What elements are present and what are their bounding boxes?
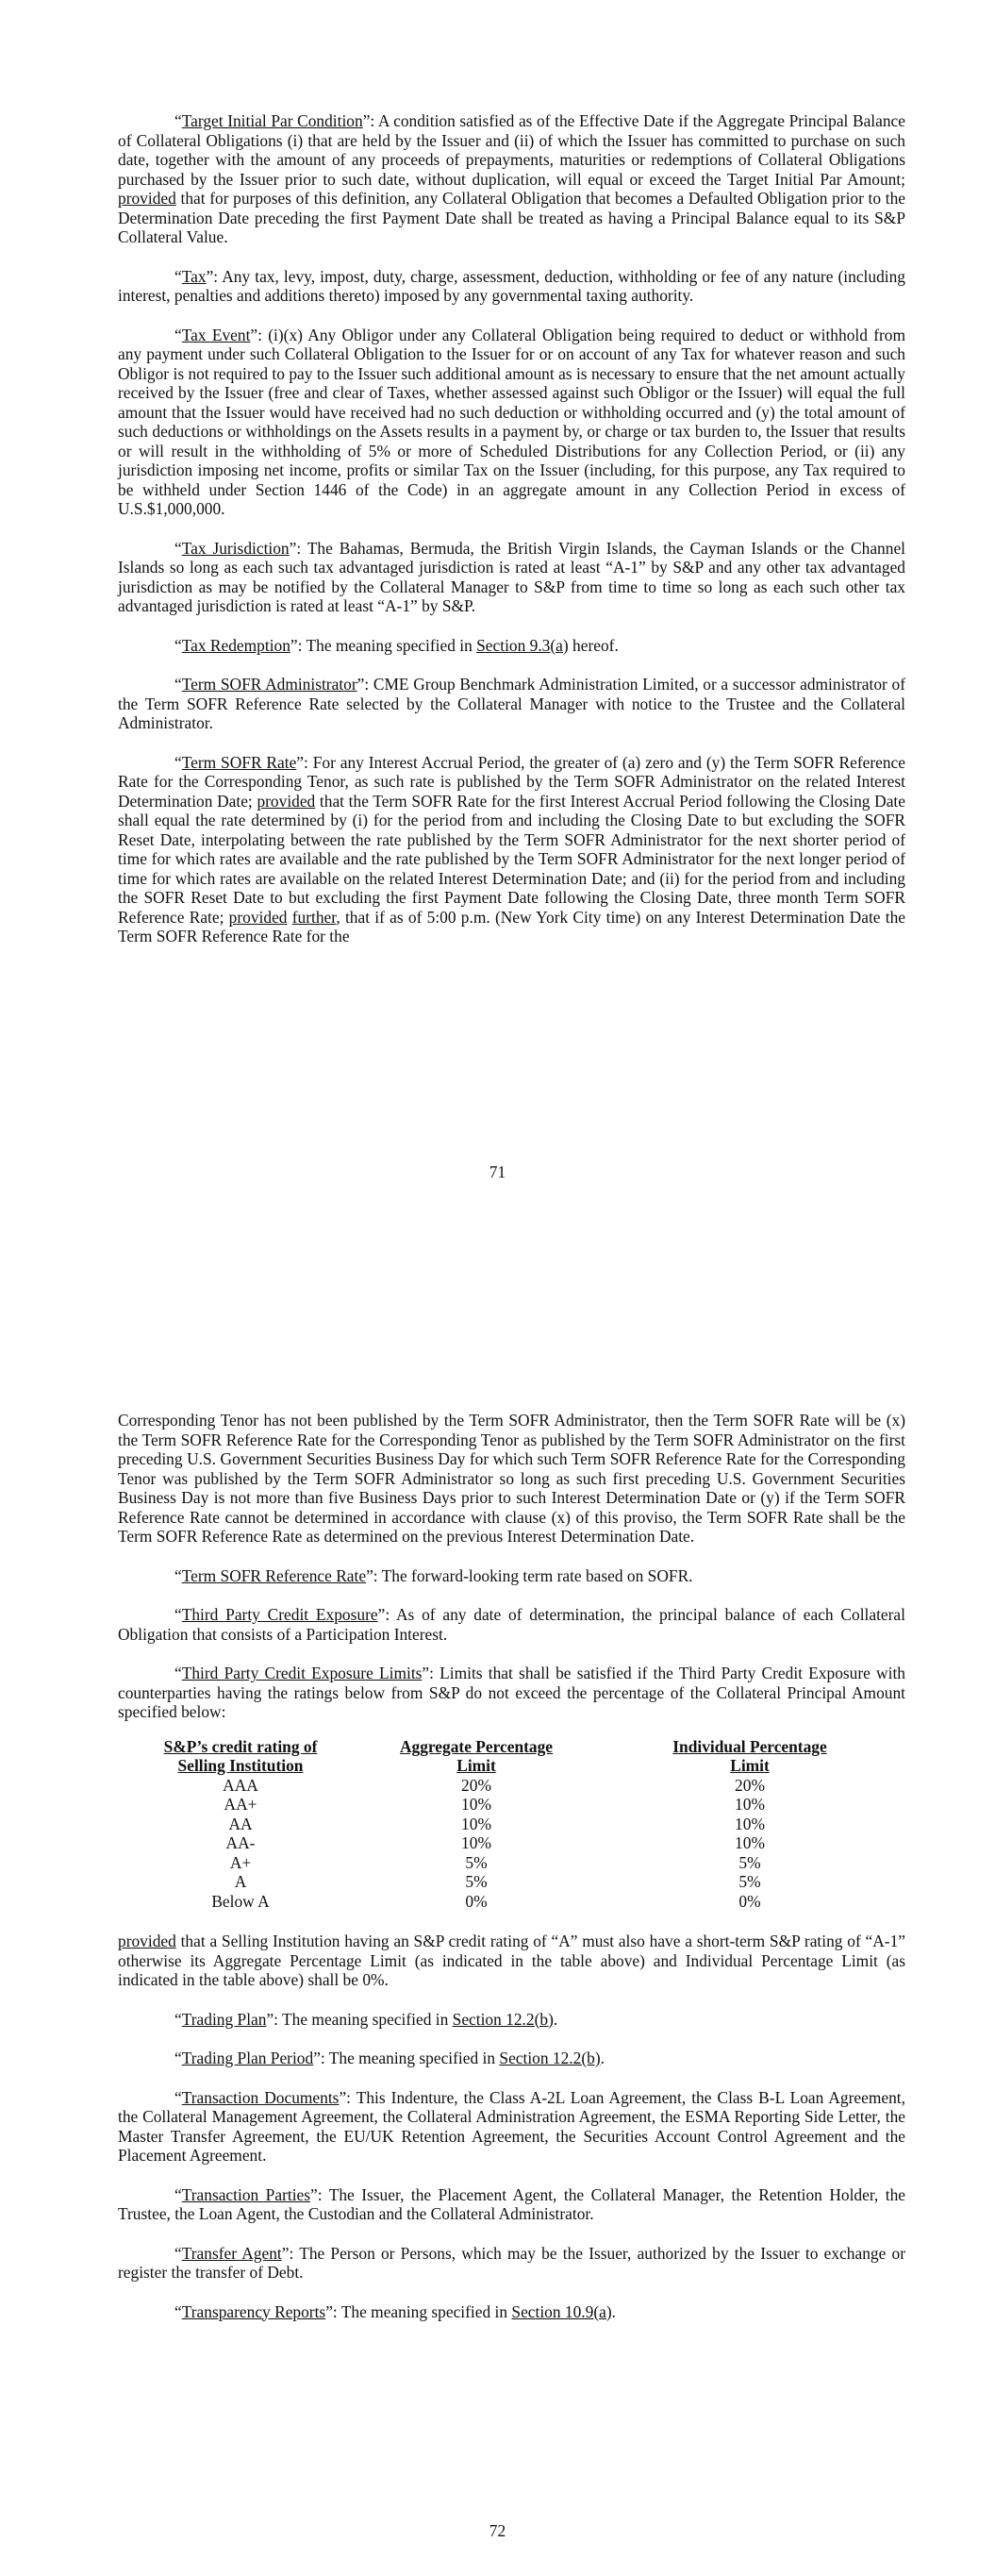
table-row: A 5% 5%	[234, 1872, 761, 1891]
defined-term: Transparency Reports	[181, 2301, 326, 2321]
definition-tax-redemption: “Tax Redemption”: The meaning specified in Section 9.3(a) hereof.	[174, 635, 619, 655]
definition-tax-jurisdiction: “Tax Jurisdiction”: The Bahamas, Bermuda, the British Virgin Islands, the Cayman Islands or the Channel Islands so long as each such tax advantaged jurisdiction is rated at least “A-1” by S&P and any other tax advantaged jurisdiction as may be notified by the Collateral Manager to S&P from time to time so long as each such other tax advantaged jurisdiction is rated at least “A-1” by S&P.	[118, 538, 905, 615]
defined-term: Term SOFR Rate	[181, 752, 297, 772]
defined-term: Third Party Credit Exposure Limits	[181, 1664, 423, 1682]
proviso-paragraph: provided that a Selling Institution having an S&P credit rating of “A” must also have a short-term S&P rating of “A-1” otherwise its Aggregate Percentage Limit (as indicated in the table above) and Individual Percentage Limit (as indicated in the table above) shall be 0%.	[118, 1932, 905, 1989]
definition-trading-plan-period: “Trading Plan Period”: The meaning specified in Section 12.2(b).	[174, 2049, 605, 2067]
continuation-paragraph: Corresponding Tenor has not been published by the Term SOFR Administrator, then the Term SOFR Rate will be (x) the Term SOFR Reference Rate for the Corresponding Tenor as published by the Term SOFR Administrator on the first preceding U.S. Government Securities Business Day for which such Term SOFR Reference Rate for the Corresponding Tenor was published by the Term SOFR Administrator so long as such first preceding U.S. Government Securities Business Day is not more than five Business Days prior to such Interest Determination Date or (y) if the Term SOFR Reference Rate cannot be determined in accordance with clause (x) of this proviso, the Term SOFR Rate shall be the Term SOFR Reference Rate as determined on the previous Interest Determination Date.	[118, 1411, 905, 1546]
definition-tax-event: “Tax Event”: (i)(x) Any Obligor under any Collateral Obligation being required to deduct or withhold from any payment under such Collateral Obligation to the Issuer for or on account of any Tax for whatever reason and such Obligor is not required to pay to the Issuer such additional amount as is necessary to ensure that the net amount actually received by the Issuer (free and clear of Taxes, whether assessed against such Obligor or the Issuer) will equal the full amount that the Issuer would have received had no such deduction or withholding occurred and (y) the total amount of such deductions or withholdings on the Assets results in a payment by, or charge or tax burden to, the Issuer that results or will result in the withholding of 5% or more of Scheduled Distributions for any Collection Period, or (ii) any jurisdiction imposing net income, profits or similar Tax on the Issuer (including, for this purpose, any Tax required to be withheld under Section 1446 of the Code) in an aggregate amount in any Collection Period in excess of U.S.$1,000,000.	[118, 325, 906, 518]
definition-third-party-credit-exposure-limits: “Third Party Credit Exposure Limits”: Limits that shall be satisfied if the Third Party Credit Exposure with counterparties having the ratings below from S&P do not exceed the percentage of the Collateral Principal Amount specified below:	[118, 1664, 905, 1721]
page-71-body	[118, 111, 905, 966]
definition-transaction-documents: “Transaction Documents”: This Indenture, the Class A-2L Loan Agreement, the Class B-L Loan Agreement, the Collateral Management Agreement, the Collateral Administration Agreement, the ESMA Reporting Side Letter, the Master Transfer Agreement, the EU/UK Retention Agreement, the Securities Account Control Agreement and the Placement Agreement.	[118, 2087, 905, 2165]
table-row: Below A 0% 0%	[211, 1891, 761, 1911]
page-72-body	[118, 1411, 905, 2341]
table-row: AA 10% 10%	[228, 1814, 765, 1833]
table-row: AA- 10% 10%	[225, 1833, 765, 1852]
definition-tax: “Tax”: Any tax, levy, impost, duty, charge, assessment, deduction, withholding or fee of any nature (including interest, penalties and additions thereto) imposed by any governmental taxing authority.	[118, 266, 905, 305]
table-row: AA+ 10% 10%	[224, 1795, 765, 1814]
definition-third-party-credit-exposure: “Third Party Credit Exposure”: As of any date of determination, the principal balance of each Collateral Obligation that consists of a Participation Interest.	[118, 1605, 905, 1644]
definition-term-sofr-rate: “Term SOFR Rate”: For any Interest Accrual Period, the greater of (a) zero and (y) the Term SOFR Reference Rate for the Corresponding Tenor, as such rate is published by the Term SOFR Administrator on the related Interest Determination Date; provided that the Term SOFR Rate for the first Interest Accrual Period following the Closing Date shall equal the rate determined by (i) for the period from and including the Closing Date to but excluding the SOFR Reset Date, interpolating between the rate published by the Term SOFR Administrator for the next shorter period of time for which rates are available and the rate published by the Term SOFR Administrator for the next longer period of time for which rates are available on the related Interest Determination Date; and (ii) for the period from and including the SOFR Reset Date to but excluding the first Payment Date following the Closing Date, three month Term SOFR Reference Rate; provided further, that if as of 5:00 p.m. (New York City time) on any Interest Determination Date the Term SOFR Reference Rate for the	[118, 752, 905, 945]
table-header-row	[146, 1737, 882, 1776]
page-number: 71	[489, 1163, 506, 1181]
definition-target-initial-par-condition: “Target Initial Par Condition”: A condition satisfied as of the Effective Date if the Aggregate Principal Balance of Collateral Obligations (i) that are held by the Issuer and (ii) of which the Issuer has committed to purchase on such date, together with the amount of any proceeds of prepayments, maturities or redemptions of Collateral Obligations purchased by the Issuer prior to such date, without duplication, will equal or exceed the Target Initial Par Amount; provided that for purposes of this definition, any Collateral Obligation that becomes a Defaulted Obligation prior to the Determination Date preceding the first Payment Date shall be treated as having a Principal Balance equal to its S&P Collateral Value.	[118, 111, 905, 246]
defined-term: Tax	[181, 266, 207, 286]
defined-term: Trading Plan Period	[181, 2049, 314, 2067]
defined-term: Tax Redemption	[181, 635, 290, 655]
defined-term: Tax Jurisdiction	[181, 538, 290, 558]
defined-term: Transfer Agent	[181, 2243, 282, 2263]
table-row: A+ 5% 5%	[229, 1852, 761, 1872]
definition-transfer-agent: “Transfer Agent”: The Person or Persons, which may be the Issuer, authorized by the Issuer to exchange or register the transfer of Debt.	[118, 2243, 905, 2282]
section-reference: Section 10.9(a)	[511, 2301, 612, 2321]
defined-term: Trading Plan	[181, 2009, 267, 2029]
header-individual-limit: Individual Percentage Limit	[672, 1736, 827, 1775]
section-reference: Section 9.3(a)	[476, 635, 569, 655]
page-number: 72	[489, 2521, 506, 2540]
definition-transparency-reports: “Transparency Reports”: The meaning specified in Section 10.9(a).	[174, 2301, 617, 2321]
page-72	[0, 1288, 995, 2576]
defined-term: Target Initial Par Condition	[181, 111, 363, 130]
header-aggregate-limit: Aggregate Percentage Limit	[399, 1736, 554, 1775]
definition-term-sofr-reference-rate: “Term SOFR Reference Rate”: The forward-looking term rate based on SOFR.	[174, 1565, 693, 1585]
credit-exposure-limits-table	[146, 1737, 882, 1912]
section-reference: Section 12.2(b)	[452, 2009, 554, 2029]
defined-term: Term SOFR Reference Rate	[181, 1565, 367, 1585]
definition-trading-plan: “Trading Plan”: The meaning specified in Section 12.2(b).	[174, 2009, 558, 2029]
defined-term: Transaction Parties	[181, 2184, 311, 2204]
defined-term: Transaction Documents	[181, 2087, 340, 2107]
defined-term: Tax Event	[181, 325, 251, 344]
definition-transaction-parties: “Transaction Parties”: The Issuer, the Placement Agent, the Collateral Manager, the Retention Holder, the Trustee, the Loan Agent, the Custodian and the Collateral Administrator.	[118, 2184, 905, 2223]
definition-term-sofr-administrator: “Term SOFR Administrator”: CME Group Benchmark Administration Limited, or a successor administrator of the Term SOFR Reference Rate selected by the Collateral Manager with notice to the Trustee and the Collateral Administrator.	[118, 675, 906, 732]
defined-term: Third Party Credit Exposure	[181, 1605, 378, 1624]
table-row: AAA 20% 20%	[223, 1775, 765, 1795]
defined-term: Term SOFR Administrator	[181, 675, 357, 694]
header-rating: S&P’s credit rating of Selling Institution	[163, 1736, 318, 1775]
section-reference: Section 12.2(b)	[499, 2049, 601, 2067]
